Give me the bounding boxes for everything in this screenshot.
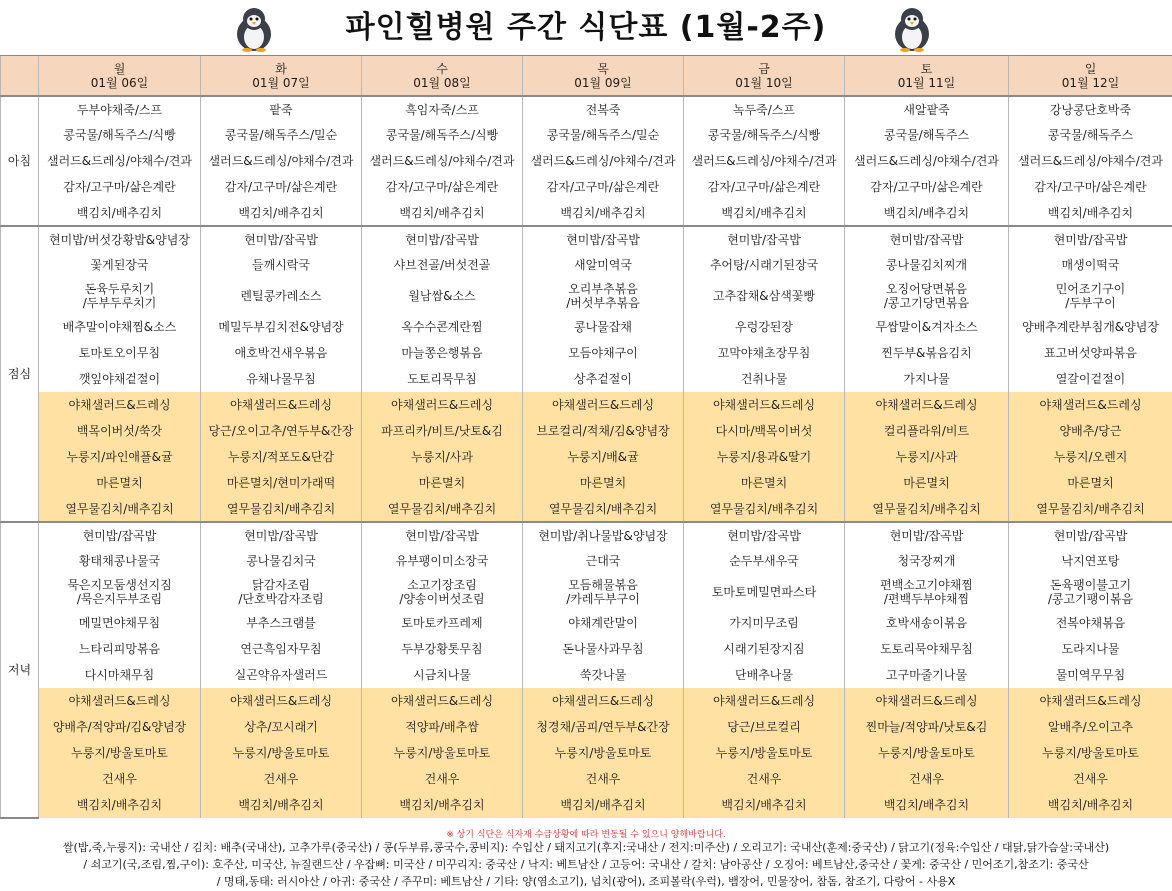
menu-row	[1, 444, 1172, 470]
menu-cell: 배추말이야채찜&소스	[39, 314, 201, 340]
origin-line: 쌀(밥,죽,누룽지): 국내산 / 김치: 배추(국내산), 고추가루(중국산) / 콩(두부류,콩국수,콩비지): 수입산 / 돼지고기(후지:국내산 / 전지:미주산) / 오리고기: 국내산(훈제:중국산) / 닭고기(정육:수입산 / 대닭,닭가슴살:국내산)	[62, 841, 1110, 854]
menu-cell: 현미밥/잡곡밥	[845, 226, 1009, 252]
menu-cell: 백김치/배추김치	[39, 792, 201, 818]
day-header	[362, 56, 523, 96]
menu-cell: 고추잡채&삼색꽃빵	[684, 278, 845, 314]
menu-cell-line: /카레두부구이	[566, 592, 640, 606]
menu-row	[1, 122, 1172, 148]
menu-cell: 낙지연포탕	[1009, 548, 1172, 574]
menu-cell: 현미밥/잡곡밥	[523, 226, 684, 252]
menu-cell: 연근흑임자무침	[201, 636, 362, 662]
menu-cell: 감자/고구마/삶은계란	[523, 174, 684, 200]
menu-row	[1, 148, 1172, 174]
menu-cell: 백김치/배추김치	[362, 792, 523, 818]
menu-cell: 야채샐러드&드레싱	[1009, 392, 1172, 418]
menu-row	[1, 470, 1172, 496]
menu-cell: 마른멸치	[39, 470, 201, 496]
day-date: 01월 09일	[574, 75, 632, 90]
menu-cell: 추어탕/시래기된장국	[684, 252, 845, 278]
menu-cell: 야채샐러드&드레싱	[523, 688, 684, 714]
page-title: 파인힐병원 주간 식단표 (1월-2주)	[345, 10, 827, 45]
menu-cell: 현미밥/잡곡밥	[39, 522, 201, 548]
menu-row	[1, 740, 1172, 766]
menu-cell: 애호박건새우볶음	[201, 340, 362, 366]
menu-cell: 순두부새우국	[684, 548, 845, 574]
menu-row	[1, 340, 1172, 366]
day-header	[1009, 56, 1172, 96]
menu-row	[1, 366, 1172, 392]
day-header	[523, 56, 684, 96]
menu-cell: 콩국물/해독주스/식빵	[362, 122, 523, 148]
day-name: 수	[436, 61, 448, 76]
menu-cell: 누룽지/방울토마토	[362, 740, 523, 766]
menu-cell-line: 오징어당면볶음	[885, 282, 968, 296]
menu-cell: 모듬야채구이	[523, 340, 684, 366]
day-date: 01월 12일	[1061, 75, 1120, 90]
menu-cell-line: /콩고기당면볶음	[883, 296, 970, 310]
menu-cell: 콩국물/해독주스	[845, 122, 1009, 148]
meal-label: 아침	[1, 96, 39, 226]
menu-cell: 토마토카프레제	[362, 610, 523, 636]
menu-cell: 가지미무조림	[684, 610, 845, 636]
menu-cell: 야채샐러드&드레싱	[201, 688, 362, 714]
menu-cell-line: 묵은지모둠생선지짐	[67, 578, 172, 592]
menu-cell: 돈나물사과무침	[523, 636, 684, 662]
menu-cell: 마른멸치	[845, 470, 1009, 496]
menu-cell	[362, 574, 523, 610]
menu-cell: 토마토메밀면파스타	[684, 574, 845, 610]
menu-cell	[1009, 278, 1172, 314]
menu-cell: 당근/오이고추/연두부&간장	[201, 418, 362, 444]
day-name: 월	[113, 61, 126, 76]
menu-cell: 청경채/곰피/연두부&간장	[523, 714, 684, 740]
menu-cell: 누룽지/배&귤	[523, 444, 684, 470]
menu-cell: 열무물김치/배추김치	[684, 496, 845, 522]
menu-cell: 컬리플라워/비트	[845, 418, 1009, 444]
menu-cell	[845, 574, 1009, 610]
menu-cell: 감자/고구마/삶은계란	[39, 174, 201, 200]
menu-cell: 감자/고구마/삶은계란	[845, 174, 1009, 200]
origin-line: / 명태,동태: 러시아산 / 아귀: 중국산 / 주꾸미: 베트남산 / 기타: 양(염소고기), 넙치(광어), 조피볼락(우럭), 뱀장어, 민물장어, 참돔, 참조기, 다랑어 - 사용X	[216, 875, 956, 888]
menu-cell: 전복죽	[523, 96, 684, 122]
menu-cell: 건새우	[39, 766, 201, 792]
menu-row	[1, 662, 1172, 688]
menu-cell: 샐러드&드레싱/야채수/견과	[1009, 148, 1172, 174]
menu-cell: 감자/고구마/삶은계란	[362, 174, 523, 200]
menu-cell: 적양파/배추쌈	[362, 714, 523, 740]
menu-cell: 부추스크램블	[201, 610, 362, 636]
day-header	[201, 56, 362, 96]
day-header	[845, 56, 1009, 96]
menu-cell: 현미밥/잡곡밥	[1009, 226, 1172, 252]
menu-cell: 야채샐러드&드레싱	[39, 688, 201, 714]
day-date: 01월 07일	[252, 75, 310, 90]
menu-cell: 새알미역국	[523, 252, 684, 278]
menu-cell: 단배추나물	[684, 662, 845, 688]
menu-cell: 상추/꼬시래기	[201, 714, 362, 740]
menu-row	[1, 522, 1172, 548]
menu-row	[1, 574, 1172, 610]
menu-cell: 야채샐러드&드레싱	[362, 688, 523, 714]
menu-cell: 누룽지/사과	[362, 444, 523, 470]
menu-cell-line: /양송이버섯조림	[399, 592, 485, 606]
menu-cell: 브로컬리/적채/김&양념장	[523, 418, 684, 444]
menu-cell: 백목이버섯/쑥갓	[39, 418, 201, 444]
menu-row	[1, 548, 1172, 574]
menu-cell-line: /편백두부야채찜	[883, 592, 970, 606]
menu-row	[1, 278, 1172, 314]
menu-cell: 열무물김치/배추김치	[362, 496, 523, 522]
menu-cell: 감자/고구마/삶은계란	[684, 174, 845, 200]
menu-cell: 마른멸치	[1009, 470, 1172, 496]
penguin-icon	[884, 4, 940, 52]
day-date: 01월 10일	[735, 75, 793, 90]
menu-cell: 누룽지/방울토마토	[523, 740, 684, 766]
menu-cell: 샐러드&드레싱/야채수/견과	[684, 148, 845, 174]
menu-row	[1, 714, 1172, 740]
menu-cell	[523, 278, 684, 314]
menu-cell: 시금치나물	[362, 662, 523, 688]
menu-cell: 콩국물/해독주스/식빵	[684, 122, 845, 148]
menu-cell: 도토리묵무침	[362, 366, 523, 392]
menu-cell	[201, 574, 362, 610]
menu-cell: 현미밥/잡곡밥	[684, 522, 845, 548]
menu-cell-line: 닭감자조림	[252, 578, 310, 592]
menu-cell-line: 소고기장조림	[407, 578, 477, 592]
menu-cell: 고구마줄기나물	[845, 662, 1009, 688]
menu-cell: 콩국물/해독주스	[1009, 122, 1172, 148]
menu-cell: 근대국	[523, 548, 684, 574]
menu-cell: 백김치/배추김치	[1009, 200, 1172, 226]
menu-row	[1, 96, 1172, 122]
menu-cell: 두부강황톳무침	[362, 636, 523, 662]
day-header-row	[1, 56, 1172, 96]
menu-cell: 야채샐러드&드레싱	[39, 392, 201, 418]
menu-cell: 누룽지/방울토마토	[39, 740, 201, 766]
origin-line: / 쇠고기(국,조림,찜,구이): 호주산, 미국산, 뉴질랜드산 / 우잡뼈: 미국산 / 미꾸리지: 중국산 / 낙지: 베트남산 / 고등어: 국내산 / 갈치: 남아공산 / 오징어: 베트남산,중국산 / 꽃게: 중국산 / 민어조기,참조기: 중국산	[83, 858, 1089, 871]
menu-cell: 샐러드&드레싱/야채수/견과	[362, 148, 523, 174]
menu-cell: 황태채콩나물국	[39, 548, 201, 574]
menu-cell-line: 돈육두루치기	[84, 282, 155, 296]
menu-cell: 도라지나물	[1009, 636, 1172, 662]
menu-cell: 현미밥/버섯강황밥&양념장	[39, 226, 201, 252]
day-name: 금	[758, 61, 770, 76]
menu-cell: 콩나물김치찌개	[845, 252, 1009, 278]
menu-cell	[39, 278, 201, 314]
menu-cell: 느타리피망볶음	[39, 636, 201, 662]
menu-cell: 건새우	[362, 766, 523, 792]
menu-cell: 무쌈말이&겨자소스	[845, 314, 1009, 340]
menu-cell: 알배추/오이고추	[1009, 714, 1172, 740]
menu-cell: 백김치/배추김치	[362, 200, 523, 226]
menu-cell-line: 돈육팽이불고기	[1049, 578, 1132, 592]
menu-body	[1, 96, 1172, 818]
menu-cell: 현미밥/잡곡밥	[201, 226, 362, 252]
menu-row	[1, 252, 1172, 278]
menu-cell-line: /버섯부추볶음	[566, 296, 640, 310]
menu-cell: 당근/브로컬리	[684, 714, 845, 740]
menu-cell: 샐러드&드레싱/야채수/견과	[523, 148, 684, 174]
menu-row	[1, 392, 1172, 418]
menu-row	[1, 688, 1172, 714]
menu-cell: 마늘쫑은행볶음	[362, 340, 523, 366]
menu-cell: 야채샐러드&드레싱	[362, 392, 523, 418]
menu-cell: 누룽지/방울토마토	[845, 740, 1009, 766]
menu-cell: 꽃게된장국	[39, 252, 201, 278]
menu-cell: 현미밥/잡곡밥	[362, 522, 523, 548]
menu-row	[1, 766, 1172, 792]
menu-cell: 마른멸치/현미가래떡	[201, 470, 362, 496]
menu-cell: 누룽지/방울토마토	[684, 740, 845, 766]
menu-cell: 백김치/배추김치	[845, 200, 1009, 226]
menu-cell: 쑥갓나물	[523, 662, 684, 688]
menu-cell: 마른멸치	[523, 470, 684, 496]
menu-cell: 양배추/적양파/김&양념장	[39, 714, 201, 740]
menu-cell: 누룽지/적포도&단감	[201, 444, 362, 470]
menu-cell: 누룽지/오렌지	[1009, 444, 1172, 470]
menu-cell: 야채샐러드&드레싱	[1009, 688, 1172, 714]
menu-cell: 도토리묵야채무침	[845, 636, 1009, 662]
menu-cell: 누룽지/용과&딸기	[684, 444, 845, 470]
menu-cell-line: 모듬해물볶음	[568, 578, 638, 592]
menu-cell: 샐러드&드레싱/야채수/견과	[845, 148, 1009, 174]
menu-cell: 열무물김치/배추김치	[201, 496, 362, 522]
menu-cell: 현미밥/잡곡밥	[684, 226, 845, 252]
menu-cell: 백김치/배추김치	[684, 200, 845, 226]
menu-cell: 백김치/배추김치	[201, 792, 362, 818]
header-corner	[1, 56, 39, 96]
day-name: 목	[597, 61, 609, 76]
menu-cell: 야채계란말이	[523, 610, 684, 636]
menu-cell-line: 오리부추볶음	[568, 282, 638, 296]
menu-cell: 열무물김치/배추김치	[523, 496, 684, 522]
menu-cell: 야채샐러드&드레싱	[684, 688, 845, 714]
menu-cell: 월남쌈&소스	[362, 278, 523, 314]
menu-row	[1, 636, 1172, 662]
day-header	[39, 56, 201, 96]
menu-cell: 팥죽	[201, 96, 362, 122]
menu-cell: 누룽지/파인애플&귤	[39, 444, 201, 470]
menu-cell: 건새우	[1009, 766, 1172, 792]
meal-label: 저녁	[1, 522, 39, 818]
menu-cell: 건새우	[201, 766, 362, 792]
menu-cell: 우렁강된장	[684, 314, 845, 340]
menu-cell: 백김치/배추김치	[39, 200, 201, 226]
menu-cell: 표고버섯양파볶음	[1009, 340, 1172, 366]
menu-cell: 현미밥/잡곡밥	[201, 522, 362, 548]
menu-cell	[39, 574, 201, 610]
menu-cell: 전복야채볶음	[1009, 610, 1172, 636]
meal-label: 점심	[1, 226, 39, 522]
day-name: 토	[920, 61, 933, 76]
menu-cell	[1009, 574, 1172, 610]
menu-row	[1, 792, 1172, 818]
menu-cell: 백김치/배추김치	[845, 792, 1009, 818]
menu-cell: 건취나물	[684, 366, 845, 392]
menu-cell: 현미밥/잡곡밥	[362, 226, 523, 252]
menu-cell: 꼬막야채초장무침	[684, 340, 845, 366]
menu-row	[1, 418, 1172, 444]
menu-cell: 유채나물무침	[201, 366, 362, 392]
menu-cell: 마른멸치	[684, 470, 845, 496]
menu-cell: 렌틸콩카레소스	[201, 278, 362, 314]
menu-cell: 현미밥/취나물밥&양념장	[523, 522, 684, 548]
menu-cell: 들깨시락국	[201, 252, 362, 278]
day-name: 화	[275, 61, 287, 76]
menu-cell: 백김치/배추김치	[523, 200, 684, 226]
menu-cell	[523, 574, 684, 610]
menu-cell: 녹두죽/스프	[684, 96, 845, 122]
menu-cell: 콩국물/해독주스/밀순	[523, 122, 684, 148]
menu-cell: 샐러드&드레싱/야채수/견과	[201, 148, 362, 174]
menu-cell: 유부팽이미소장국	[362, 548, 523, 574]
menu-cell: 건새우	[845, 766, 1009, 792]
menu-cell: 흑임자죽/스프	[362, 96, 523, 122]
day-name: 일	[1084, 61, 1097, 76]
menu-cell: 야채샐러드&드레싱	[845, 392, 1009, 418]
menu-row	[1, 200, 1172, 226]
menu-row	[1, 226, 1172, 252]
menu-cell: 백김치/배추김치	[684, 792, 845, 818]
menu-cell: 찐마늘/적양파/낫토&김	[845, 714, 1009, 740]
menu-cell: 열무물김치/배추김치	[1009, 496, 1172, 522]
menu-cell: 깻잎야채겉절이	[39, 366, 201, 392]
menu-cell: 호박새송이볶음	[845, 610, 1009, 636]
footer-note: ※ 상기 식단은 식자재 수급상황에 따라 변동될 수 있으니 양해바랍니다.	[446, 830, 726, 840]
menu-table	[0, 56, 1172, 819]
menu-cell: 야채샐러드&드레싱	[523, 392, 684, 418]
menu-cell: 백김치/배추김치	[523, 792, 684, 818]
menu-row	[1, 314, 1172, 340]
menu-cell: 시래기된장지짐	[684, 636, 845, 662]
menu-cell: 야채샐러드&드레싱	[684, 392, 845, 418]
menu-cell: 현미밥/잡곡밥	[845, 522, 1009, 548]
menu-cell-line: /두부구이	[1065, 296, 1116, 310]
menu-cell: 메밀두부김치전&양념장	[201, 314, 362, 340]
menu-cell-line: 편백소고기야채찜	[880, 578, 973, 592]
menu-cell: 현미밥/잡곡밥	[1009, 522, 1172, 548]
menu-cell: 콩국물/해독주스/식빵	[39, 122, 201, 148]
menu-cell: 물미역무무침	[1009, 662, 1172, 688]
menu-cell: 실곤약유자샐러드	[201, 662, 362, 688]
menu-cell: 누룽지/사과	[845, 444, 1009, 470]
menu-cell	[845, 278, 1009, 314]
menu-cell: 누룽지/방울토마토	[201, 740, 362, 766]
menu-cell: 토마토오이무침	[39, 340, 201, 366]
menu-cell: 양배추/당근	[1009, 418, 1172, 444]
menu-cell: 청국장찌개	[845, 548, 1009, 574]
day-date: 01월 11일	[897, 75, 956, 90]
menu-cell: 열무물김치/배추김치	[39, 496, 201, 522]
menu-cell: 야채샐러드&드레싱	[201, 392, 362, 418]
menu-cell: 강낭콩단호박죽	[1009, 96, 1172, 122]
menu-cell: 야채샐러드&드레싱	[845, 688, 1009, 714]
day-date: 01월 06일	[90, 75, 149, 90]
title-bar	[0, 0, 1172, 56]
day-date: 01월 08일	[413, 75, 471, 90]
menu-row	[1, 174, 1172, 200]
menu-cell: 두부야채죽/스프	[39, 96, 201, 122]
menu-cell: 콩국물/해독주스/밀순	[201, 122, 362, 148]
menu-cell: 누룽지/방울토마토	[1009, 740, 1172, 766]
menu-cell: 백김치/배추김치	[201, 200, 362, 226]
menu-cell: 양배추계란부침개&양념장	[1009, 314, 1172, 340]
menu-cell-line: /두부두루치기	[82, 296, 157, 310]
menu-cell-line: /묵은지두부조림	[76, 592, 163, 606]
menu-cell-line: 민어조기구이	[1055, 282, 1126, 296]
menu-cell: 다시마/백목이버섯	[684, 418, 845, 444]
menu-cell: 열갈이겉절이	[1009, 366, 1172, 392]
origin-info	[0, 839, 1172, 890]
menu-cell: 매생이떡국	[1009, 252, 1172, 278]
menu-cell: 감자/고구마/삶은계란	[201, 174, 362, 200]
menu-cell: 열무물김치/배추김치	[845, 496, 1009, 522]
menu-cell: 가지나물	[845, 366, 1009, 392]
menu-cell: 건새우	[684, 766, 845, 792]
menu-cell-line: /콩고기팽이볶음	[1047, 592, 1134, 606]
menu-row	[1, 610, 1172, 636]
menu-cell: 콩나물잡채	[523, 314, 684, 340]
menu-cell: 샤브전골/버섯전골	[362, 252, 523, 278]
menu-cell: 메밀면야채무침	[39, 610, 201, 636]
menu-cell: 마른멸치	[362, 470, 523, 496]
menu-cell: 백김치/배추김치	[1009, 792, 1172, 818]
day-header	[684, 56, 845, 96]
menu-cell: 찐두부&볶음김치	[845, 340, 1009, 366]
menu-cell: 샐러드&드레싱/야채수/견과	[39, 148, 201, 174]
menu-cell: 파프리카/비트/낫토&김	[362, 418, 523, 444]
menu-cell: 상추겉절이	[523, 366, 684, 392]
menu-cell: 건새우	[523, 766, 684, 792]
menu-cell: 감자/고구마/삶은계란	[1009, 174, 1172, 200]
menu-row	[1, 496, 1172, 522]
menu-cell: 콩나물김치국	[201, 548, 362, 574]
menu-cell: 옥수수콘계란찜	[362, 314, 523, 340]
menu-cell-line: /단호박감자조림	[238, 592, 324, 606]
menu-cell: 새알팥죽	[845, 96, 1009, 122]
menu-cell: 다시마채무침	[39, 662, 201, 688]
